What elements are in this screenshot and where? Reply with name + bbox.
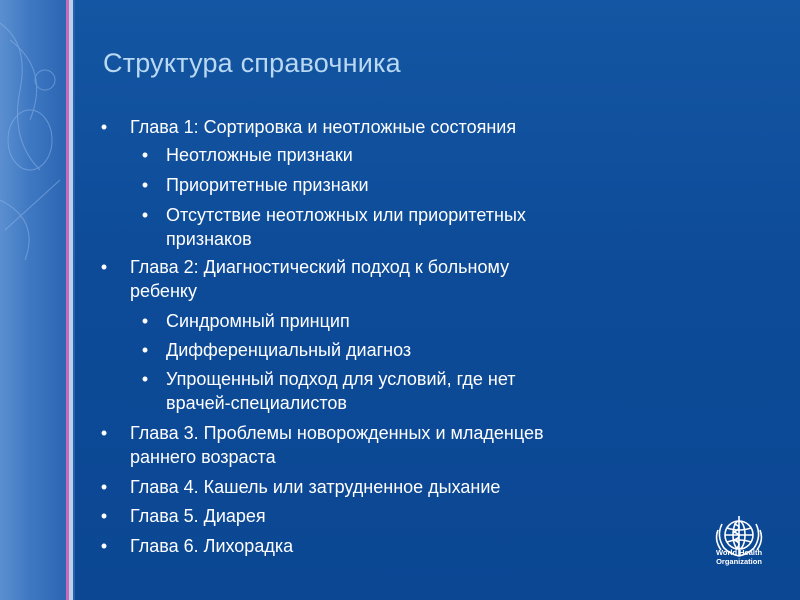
who-logo-text bbox=[704, 548, 774, 566]
bullet-text: раннего возраста bbox=[130, 447, 276, 467]
bullet-text: Синдромный принцип bbox=[166, 311, 350, 331]
bullet-text: Глава 1: Сортировка и неотложные состояния bbox=[130, 117, 517, 137]
bullet-text: Приоритетные признаки bbox=[166, 175, 369, 195]
bullet-text: Дифференциальный диагноз bbox=[166, 340, 412, 360]
bullet-marker: • bbox=[100, 477, 108, 497]
who-logo-line1: World Health bbox=[715, 548, 763, 557]
bullet-text: врачей-специалистов bbox=[166, 393, 347, 413]
bullet-text: Глава 5. Диарея bbox=[130, 506, 266, 526]
bullet-marker: • bbox=[100, 423, 108, 443]
bullet-marker: • bbox=[141, 340, 149, 360]
bullet-text: признаков bbox=[166, 229, 252, 249]
bullet-marker: • bbox=[141, 311, 149, 331]
divider-stripe-dark bbox=[73, 0, 75, 600]
who-logo-line2: Organization bbox=[716, 557, 762, 566]
bullet-text: Упрощенный подход для условий, где нет bbox=[166, 369, 516, 389]
bullet-text: Отсутствие неотложных или приоритетных bbox=[166, 205, 526, 225]
bullet-text: Глава 6. Лихорадка bbox=[130, 536, 294, 556]
bullet-text: Неотложные признаки bbox=[166, 145, 353, 165]
bullet-marker: • bbox=[141, 369, 149, 389]
bullet-marker: • bbox=[141, 175, 149, 195]
bullet-marker: • bbox=[141, 205, 149, 225]
bullet-text: Глава 4. Кашель или затрудненное дыхание bbox=[130, 477, 501, 497]
bullet-text: Глава 3. Проблемы новорожденных и младенцев bbox=[130, 423, 544, 443]
left-decorative-panel bbox=[0, 0, 66, 600]
bullet-marker: • bbox=[100, 117, 108, 137]
bullet-text: ребенку bbox=[130, 281, 197, 301]
bullet-marker: • bbox=[100, 257, 108, 277]
bullet-marker: • bbox=[100, 506, 108, 526]
decorative-pattern-icon bbox=[0, 0, 66, 600]
bullet-marker: • bbox=[100, 536, 108, 556]
bullet-text: Глава 2: Диагностический подход к больному bbox=[130, 257, 510, 277]
slide-title: Структура справочника bbox=[103, 48, 401, 78]
bullet-marker: • bbox=[141, 145, 149, 165]
